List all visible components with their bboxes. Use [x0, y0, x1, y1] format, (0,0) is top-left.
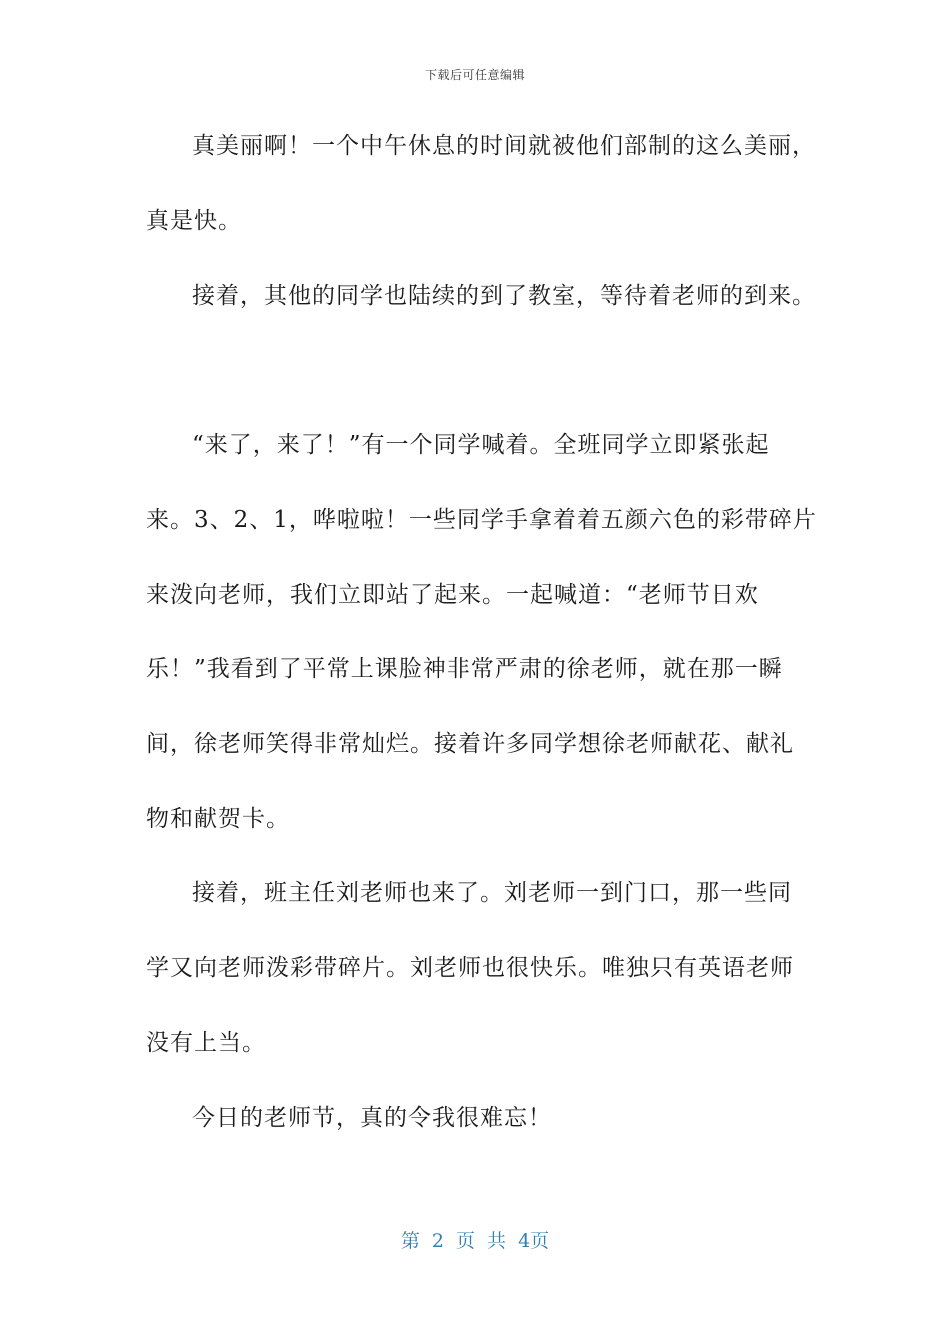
- text-line-13: 今日的老师节，真的令我很难忘！: [192, 1105, 552, 1131]
- text-line-7: 乐！”我看到了平常上课脸神非常严肃的徐老师，就在那一瞬: [146, 656, 783, 682]
- text-line-3: 接着，其他的同学也陆续的到了教室，等待着老师的到来。: [192, 283, 816, 309]
- text-line-8: 间，徐老师笑得非常灿烂。接着许多同学想徐老师献花、献礼: [146, 731, 794, 757]
- text-line-11: 学又向老师泼彩带碎片。刘老师也很快乐。唯独只有英语老师: [146, 955, 794, 981]
- page-header: 下载后可任意编辑: [424, 68, 525, 82]
- page-number-footer: 第 2 页 共 4页: [400, 1230, 550, 1252]
- text-line-10: 接着，班主任刘老师也来了。刘老师一到门口，那一些同: [192, 880, 792, 906]
- text-line-1: 真美丽啊！一个中午休息的时间就被他们部制的这么美丽，: [192, 133, 816, 159]
- text-line-6: 来泼向老师，我们立即站了起来。一起喊道：“老师节日欢: [146, 582, 759, 608]
- text-line-12: 没有上当。: [146, 1030, 266, 1056]
- text-line-9: 物和献贺卡。: [146, 806, 290, 832]
- text-line-2: 真是快。: [146, 208, 242, 234]
- text-line-4: “来了，来了！”有一个同学喊着。全班同学立即紧张起: [192, 432, 770, 458]
- text-line-5: 来。3、2、1，哗啦啦！一些同学手拿着着五颜六色的彩带碎片: [146, 507, 817, 533]
